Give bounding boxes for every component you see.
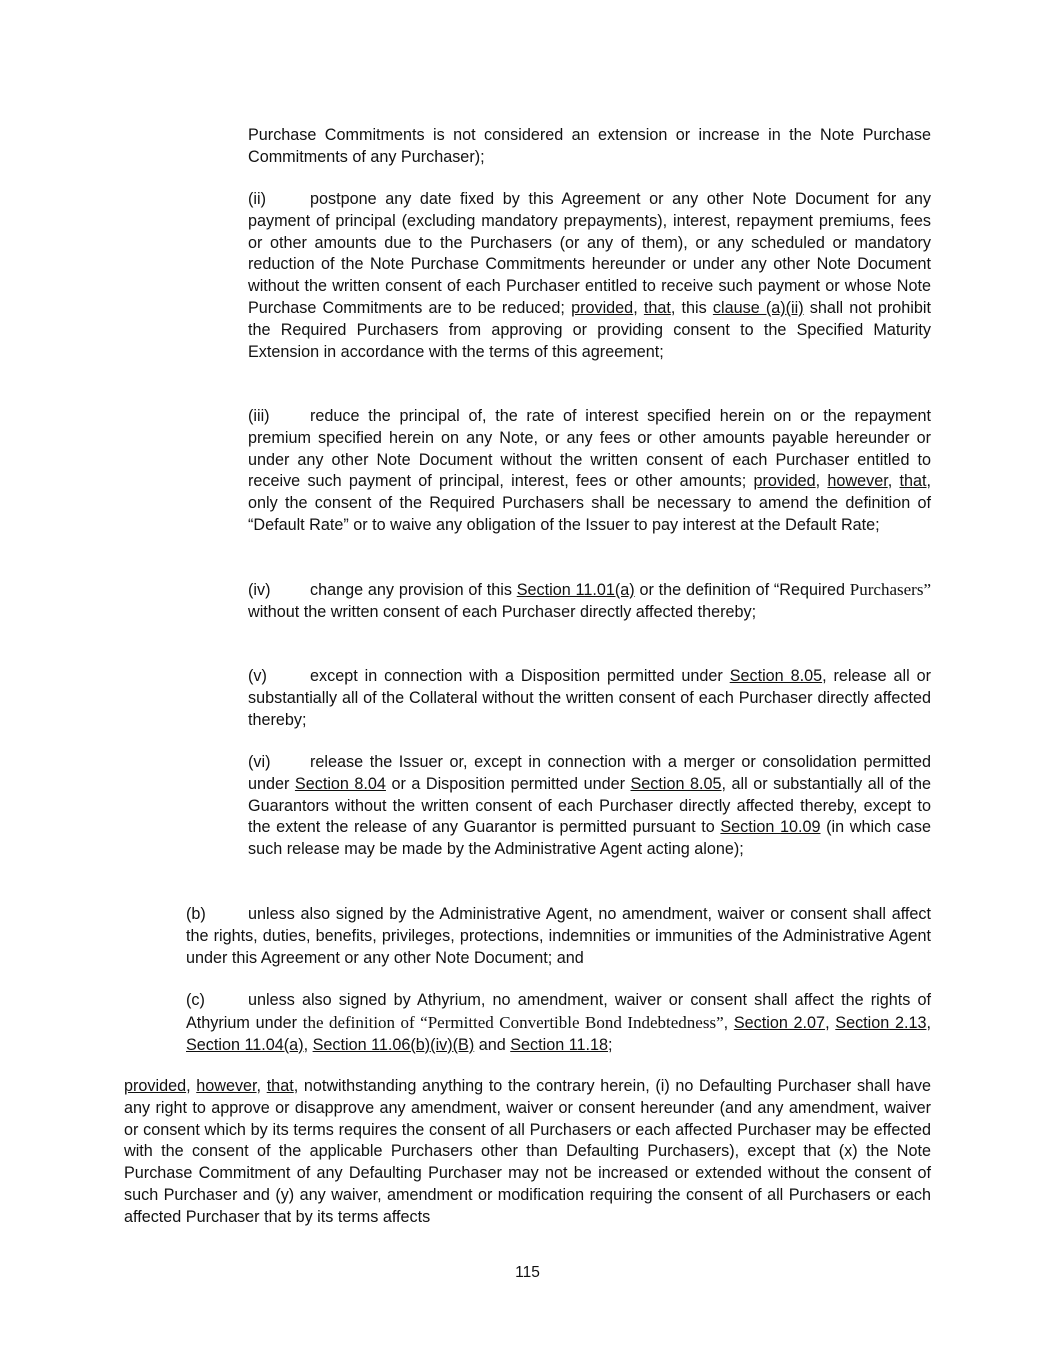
section-reference: Section 8.05 bbox=[630, 774, 722, 793]
however-term: however bbox=[827, 472, 888, 491]
clause-text: unless also signed by the Administrative Agent, no amendment, waiver or consent shall affect the rights, duties, benefits, privileges, protections, indemnities or immunities of the Administrative Agent under this Agreement or any other Note Document; and bbox=[186, 905, 931, 967]
section-reference: Section 11.18 bbox=[510, 1035, 609, 1054]
however-term: however bbox=[196, 1077, 257, 1095]
clause-text: without the written consent of each Purchaser directly affected thereby; bbox=[248, 602, 757, 621]
clause-text: shall not prohibit the Required Purchasers from approving or providing consent to the Specified Maturity Extension in accordance with the terms of this agreement; bbox=[248, 298, 931, 361]
clause-number: (iii) bbox=[248, 407, 270, 425]
that-term: that bbox=[643, 298, 671, 317]
clause-text: reduce the principal of, the rate of interest specified herein on or the repayment premium specified herein on any Note, or any fees or other amounts payable hereunder or under any other Note Document without the written consent of each Purchaser entitled to receive such payment of principal, interest, fees or other amounts; bbox=[248, 407, 931, 491]
clause-number: (vi) bbox=[248, 753, 271, 771]
separator: ; bbox=[608, 1035, 613, 1054]
paragraph-continuation bbox=[248, 125, 931, 169]
clause-a-vi bbox=[248, 752, 931, 861]
provided-term: provided bbox=[124, 1077, 187, 1095]
separator: , bbox=[633, 298, 644, 317]
clause-a-v bbox=[248, 666, 931, 731]
section-reference: Section 8.04 bbox=[294, 774, 386, 793]
clause-text: change any provision of this bbox=[310, 581, 517, 599]
clause-text: unless also signed by Athyrium, no amendment, waiver or consent shall affect the rights of Athyrium under bbox=[186, 991, 931, 1032]
serif-definition-text: the definition of “Permitted Convertible Bond Indebtedness” bbox=[302, 1012, 724, 1032]
clause-number: (b) bbox=[186, 905, 206, 923]
that-term: that bbox=[266, 1077, 294, 1095]
separator: , bbox=[186, 1077, 197, 1095]
section-reference: Section 8.05 bbox=[729, 667, 823, 685]
section-reference: Section 2.07 bbox=[733, 1013, 826, 1032]
clause-number: (c) bbox=[186, 991, 205, 1009]
clause-text: except in connection with a Disposition permitted under bbox=[310, 667, 730, 685]
that-term: that bbox=[899, 472, 927, 491]
separator: , bbox=[815, 472, 828, 491]
clause-text: or a Disposition permitted under bbox=[385, 774, 631, 793]
section-reference: Section 10.09 bbox=[720, 818, 821, 837]
separator: , bbox=[926, 1013, 931, 1032]
clause-number: (iv) bbox=[248, 581, 271, 599]
clause-text: or the definition of bbox=[634, 581, 774, 599]
clause-c bbox=[186, 990, 931, 1056]
page-number: 115 bbox=[515, 1264, 540, 1281]
proviso-paragraph bbox=[124, 1076, 931, 1229]
quoted-term: “Required bbox=[773, 581, 850, 599]
clause-text: (in which case such release may be made by the Administrative Agent acting alone); bbox=[248, 818, 932, 859]
quoted-term-serif: Purchasers” bbox=[849, 580, 931, 599]
separator: , bbox=[887, 472, 900, 491]
separator: , bbox=[723, 1013, 734, 1032]
clause-number: (v) bbox=[248, 667, 267, 685]
clause-b bbox=[186, 904, 931, 969]
clause-text: postpone any date fixed by this Agreement or any other Note Document for any payment of principal (excluding mandatory prepayments), interest, repayment premiums, fees or other amounts due to the Purchasers (or any of them), or any scheduled or mandatory reduction of the Note Purchase Commitments hereunder or under any other Note Document without the written consent of each Purchaser entitled to receive such payment or whose Note Purchase Commitments are to be reduced; bbox=[248, 190, 931, 317]
clause-text: release the Issuer or, except in connection with a merger or consolidation permitted under bbox=[248, 753, 931, 793]
paragraph-text: , notwithstanding anything to the contrary herein, (i) no Defaulting Purchaser shall have any right to approve or disapprove any amendment, waiver or consent hereunder (and any amendment, waiver or consent which by its terms requires the consent of all Purchasers or each affected Purchaser may be effected with the consent of the applicable Purchasers other than Defaulting Purchasers), except that (x) the Note Purchase Commitment of any Defaulting Purchaser may not be increased or extended without the consent of such Purchaser and (y) any waiver, amendment or modification requiring the consent of all Purchasers or each affected Purchaser that by its terms affects bbox=[124, 1077, 931, 1226]
separator: , bbox=[303, 1035, 313, 1054]
clause-number: (ii) bbox=[248, 190, 266, 208]
provided-term: provided bbox=[571, 298, 634, 317]
clause-text: , only the consent of the Required Purchasers shall be necessary to amend the definition of “Default Rate” or to waive any obligation of the Issuer to pay interest at the Default Rate; bbox=[248, 472, 932, 534]
clause-reference: clause (a)(ii) bbox=[712, 298, 804, 317]
section-reference: Section 11.06(b)(iv)(B) bbox=[312, 1035, 475, 1054]
separator: , this bbox=[670, 298, 713, 317]
provided-term: provided bbox=[753, 472, 816, 491]
clause-text: , release all or substantially all of the Collateral without the written consent of each Purchaser directly affected thereby; bbox=[248, 667, 931, 729]
paragraph-text: Purchase Commitments is not considered an extension or increase in the Note Purchase Commitments of any Purchaser); bbox=[248, 126, 931, 166]
separator: and bbox=[474, 1035, 511, 1054]
section-reference: Section 11.04(a) bbox=[186, 1035, 304, 1054]
clause-a-iii bbox=[248, 406, 931, 537]
clause-text: , all or substantially all of the Guarantors without the written consent of each Purchaser directly affected thereby, except to the extent the release of any Guarantor is permitted pursuant to bbox=[248, 774, 931, 837]
separator: , bbox=[256, 1077, 267, 1095]
section-reference: Section 2.13 bbox=[835, 1013, 927, 1032]
clause-a-iv bbox=[248, 579, 931, 624]
clause-a-ii bbox=[248, 189, 931, 363]
separator: , bbox=[825, 1013, 836, 1032]
section-reference: Section 11.01(a) bbox=[516, 581, 635, 599]
